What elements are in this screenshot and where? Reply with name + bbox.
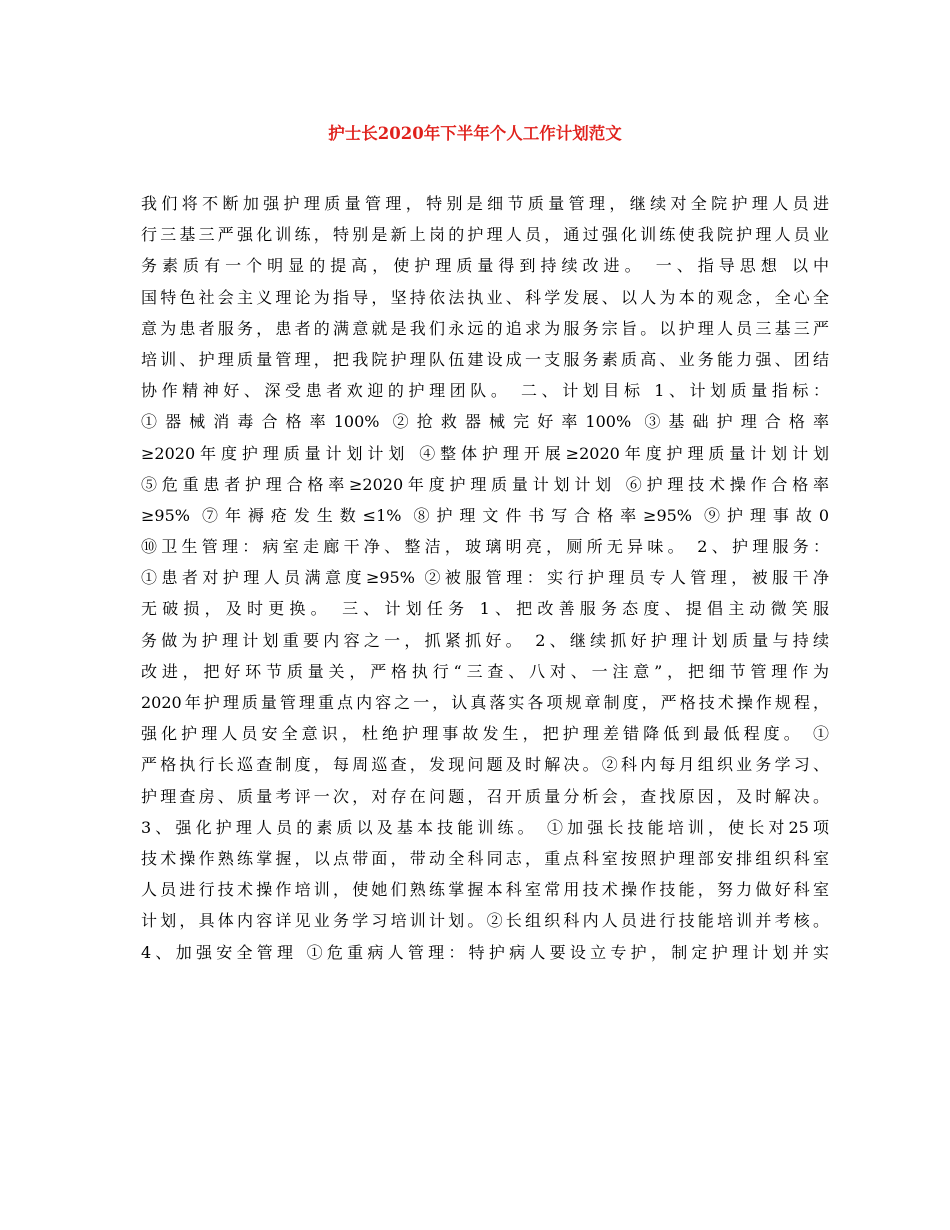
- body-line: 4、加强安全管理 ①危重病人管理：特护病人要设立专护，制定护理计划并实: [141, 942, 829, 962]
- document-body: [141, 188, 829, 968]
- document-title: 护士长2020年下半年个人工作计划范文: [328, 124, 622, 143]
- body-line: 协作精神好、深受患者欢迎的护理团队。 二、计划目标 1、计划质量指标：: [141, 381, 829, 401]
- body-line: 意为患者服务，患者的满意就是我们永远的追求为服务宗旨。以护理人员三基三严: [141, 318, 829, 338]
- body-line: 人员进行技术操作培训，使她们熟练掌握本科室常用技术操作技能，努力做好科室: [141, 880, 829, 900]
- body-line: 3、强化护理人员的素质以及基本技能训练。 ①加强长技能培训，使长对25项: [141, 817, 829, 837]
- body-line: 培训、护理质量管理，把我院护理队伍建设成一支服务素质高、业务能力强、团结: [141, 349, 829, 369]
- body-line: ≥2020年度护理质量计划计划 ④整体护理开展≥2020年度护理质量计划计划: [141, 443, 829, 463]
- body-line: ≥95% ⑦年褥疮发生数≤1% ⑧护理文件书写合格率≥95% ⑨护理事故0: [141, 505, 829, 525]
- body-line: 务素质有一个明显的提高，使护理质量得到持续改进。 一、指导思想 以中: [141, 256, 829, 276]
- body-line: 行三基三严强化训练，特别是新上岗的护理人员，通过强化训练使我院护理人员业: [141, 225, 829, 245]
- body-line: 2020年护理质量管理重点内容之一，认真落实各项规章制度，严格技术操作规程，: [141, 693, 829, 712]
- body-line: 国特色社会主义理论为指导，坚持依法执业、科学发展、以人为本的观念，全心全: [141, 287, 829, 307]
- body-line: ①患者对护理人员满意度≥95% ②被服管理：实行护理员专人管理，被服干净: [141, 568, 829, 588]
- body-line: ⑤危重患者护理合格率≥2020年度护理质量计划计划 ⑥护理技术操作合格率: [141, 474, 829, 494]
- body-line: 我们将不断加强护理质量管理，特别是细节质量管理，继续对全院护理人员进: [141, 194, 829, 213]
- body-line: 务做为护理计划重要内容之一，抓紧抓好。 2、继续抓好护理计划质量与持续: [141, 630, 829, 650]
- body-line: 强化护理人员安全意识，杜绝护理事故发生，把护理差错降低到最低程度。 ①: [141, 724, 829, 744]
- body-line: 计划，具体内容详见业务学习培训计划。②长组织科内人员进行技能培训并考核。: [141, 911, 829, 931]
- body-line: 无破损，及时更换。 三、计划任务 1、把改善服务态度、提倡主动微笑服: [141, 599, 829, 619]
- body-line: 技术操作熟练掌握，以点带面，带动全科同志，重点科室按照护理部安排组织科室: [141, 848, 829, 868]
- body-line: ⑩卫生管理：病室走廊干净、整洁，玻璃明亮，厕所无异味。 2、护理服务：: [141, 537, 829, 557]
- body-line: 严格执行长巡查制度，每周巡查，发现问题及时解决。②科内每月组织业务学习、: [141, 755, 829, 775]
- body-line: 改进，把好环节质量关，严格执行“三查、八对、一注意”，把细节管理作为: [141, 661, 829, 681]
- body-line: 护理查房、质量考评一次，对存在问题，召开质量分析会，查找原因，及时解决。: [141, 786, 829, 806]
- body-line: ①器械消毒合格率100% ②抢救器械完好率100% ③基础护理合格率: [141, 412, 829, 432]
